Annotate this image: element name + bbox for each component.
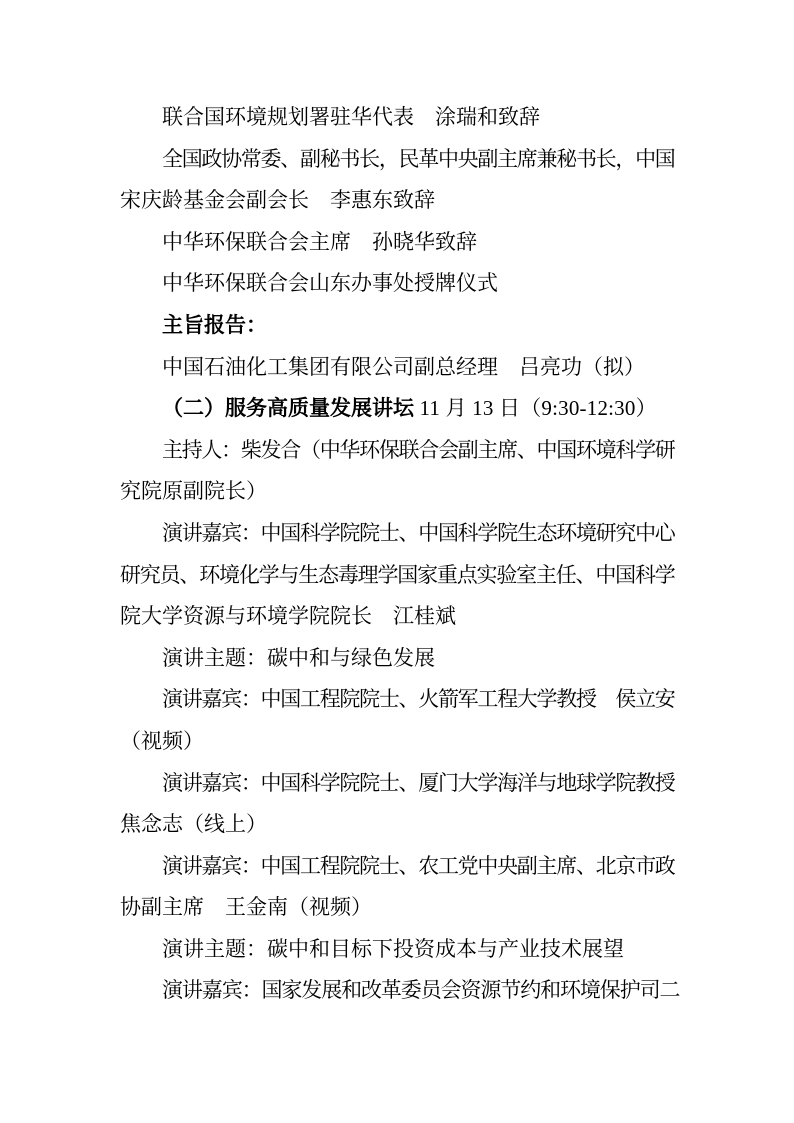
agenda-line: 全国政协常委、副秘书长，民革中央副主席兼秘书长，中国: [162, 146, 674, 171]
agenda-line: 联合国环境规划署驻华代表 涂瑞和致辞: [162, 105, 540, 129]
agenda-line: 演讲嘉宾：中国科学院院士、中国科学院生态环境研究中心: [162, 520, 674, 545]
agenda-line: 演讲嘉宾：中国科学院院士、厦门大学海洋与地球学院教授: [162, 770, 674, 795]
agenda-text-block: [120, 97, 680, 1012]
agenda-line: 主持人：柴发合（中华环保联合会副主席、中国环境科学研: [162, 437, 674, 462]
agenda-line: 中国石油化工集团有限公司副总经理 吕亮功（拟）: [162, 354, 645, 379]
agenda-line: 院大学资源与环境学院院长 江桂斌: [120, 604, 456, 629]
keynote-heading-line: 主旨报告：: [162, 312, 267, 337]
agenda-line: 研究员、环境化学与生态毒理学国家重点实验室主任、中国科学: [120, 562, 674, 587]
agenda-line: 演讲嘉宾：国家发展和改革委员会资源节约和环境保护司二: [162, 978, 680, 1003]
agenda-line: 中华环保联合会主席 孙晓华致辞: [162, 229, 477, 254]
agenda-line: 演讲主题：碳中和目标下投资成本与产业技术展望: [162, 936, 624, 961]
section-heading-line: [120, 388, 674, 430]
section-date: 11 月 13 日（9:30-12:30）: [414, 396, 657, 421]
agenda-line: 中华环保联合会山东办事处授牌仪式: [162, 271, 498, 296]
section-title-bold: （二）服务高质量发展讲坛: [162, 396, 414, 421]
agenda-line: 宋庆龄基金会副会长 李惠东致辞: [120, 188, 435, 213]
agenda-line: 究院原副院长）: [120, 479, 267, 504]
agenda-line: （视频）: [120, 728, 204, 753]
agenda-line: 演讲主题：碳中和与绿色发展: [162, 645, 435, 670]
agenda-line: 焦念志（线上）: [120, 812, 267, 837]
agenda-line: 演讲嘉宾：中国工程院院士、火箭军工程大学教授 侯立安: [162, 687, 674, 712]
agenda-line: 协副主席 王金南（视频）: [120, 895, 372, 920]
agenda-line: 演讲嘉宾：中国工程院院士、农工党中央副主席、北京市政: [162, 853, 674, 878]
